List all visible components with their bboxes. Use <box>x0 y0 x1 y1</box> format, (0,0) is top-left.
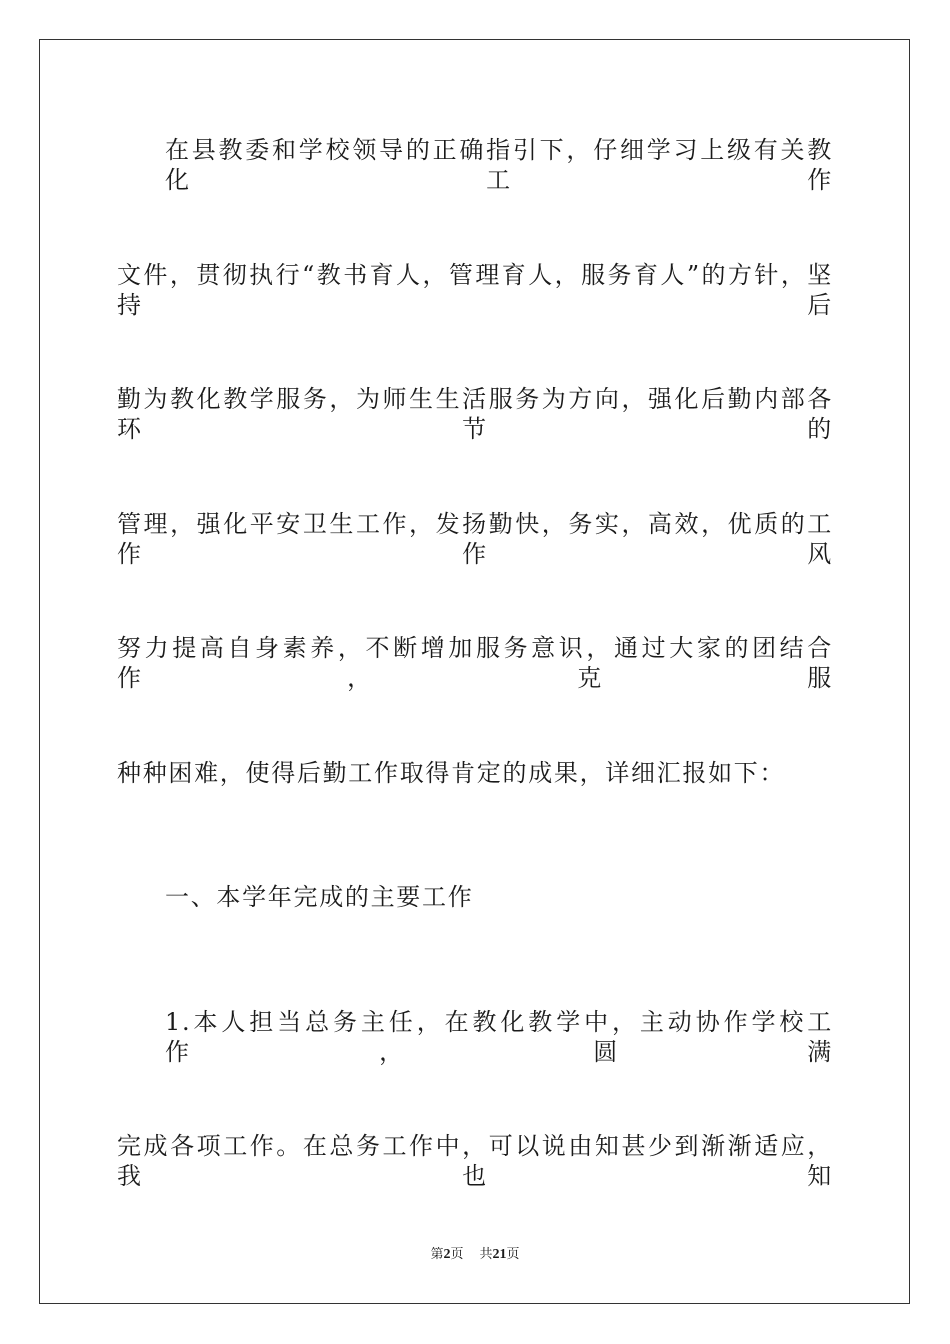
page-footer <box>0 1247 950 1263</box>
page-suffix: 页 <box>450 1247 464 1262</box>
paragraph-line: 勤为教化教学服务，为师生生活服务为方向，强化后勤内部各环节的 <box>117 385 833 443</box>
total-suffix: 页 <box>506 1247 520 1262</box>
paragraph-line: 1.本人担当总务主任，在教化教学中，主动协作学校工作，圆满 <box>165 1008 833 1066</box>
paragraph-line: 努力提高自身素养，不断增加服务意识，通过大家的团结合作，克服 <box>117 634 833 692</box>
paragraph-line: 文件，贯彻执行“教书育人，管理育人，服务育人”的方针，坚持后 <box>117 261 833 319</box>
total-pages: 21 <box>492 1247 507 1262</box>
page-number: 2 <box>443 1247 451 1262</box>
section-heading: 一、本学年完成的主要工作 <box>165 883 474 911</box>
total-prefix: 共 <box>479 1247 493 1262</box>
paragraph-line: 完成各项工作。在总务工作中，可以说由知甚少到渐渐适应，我也知 <box>117 1132 833 1190</box>
paragraph-line: 管理，强化平安卫生工作，发扬勤快，务实，高效，优质的工作作风 <box>117 510 833 568</box>
paragraph-line: 在县教委和学校领导的正确指引下，仔细学习上级有关教化工作 <box>165 136 833 194</box>
paragraph-line: 种种困难，使得后勤工作取得肯定的成果，详细汇报如下： <box>117 759 786 787</box>
page-prefix: 第 <box>430 1247 444 1262</box>
